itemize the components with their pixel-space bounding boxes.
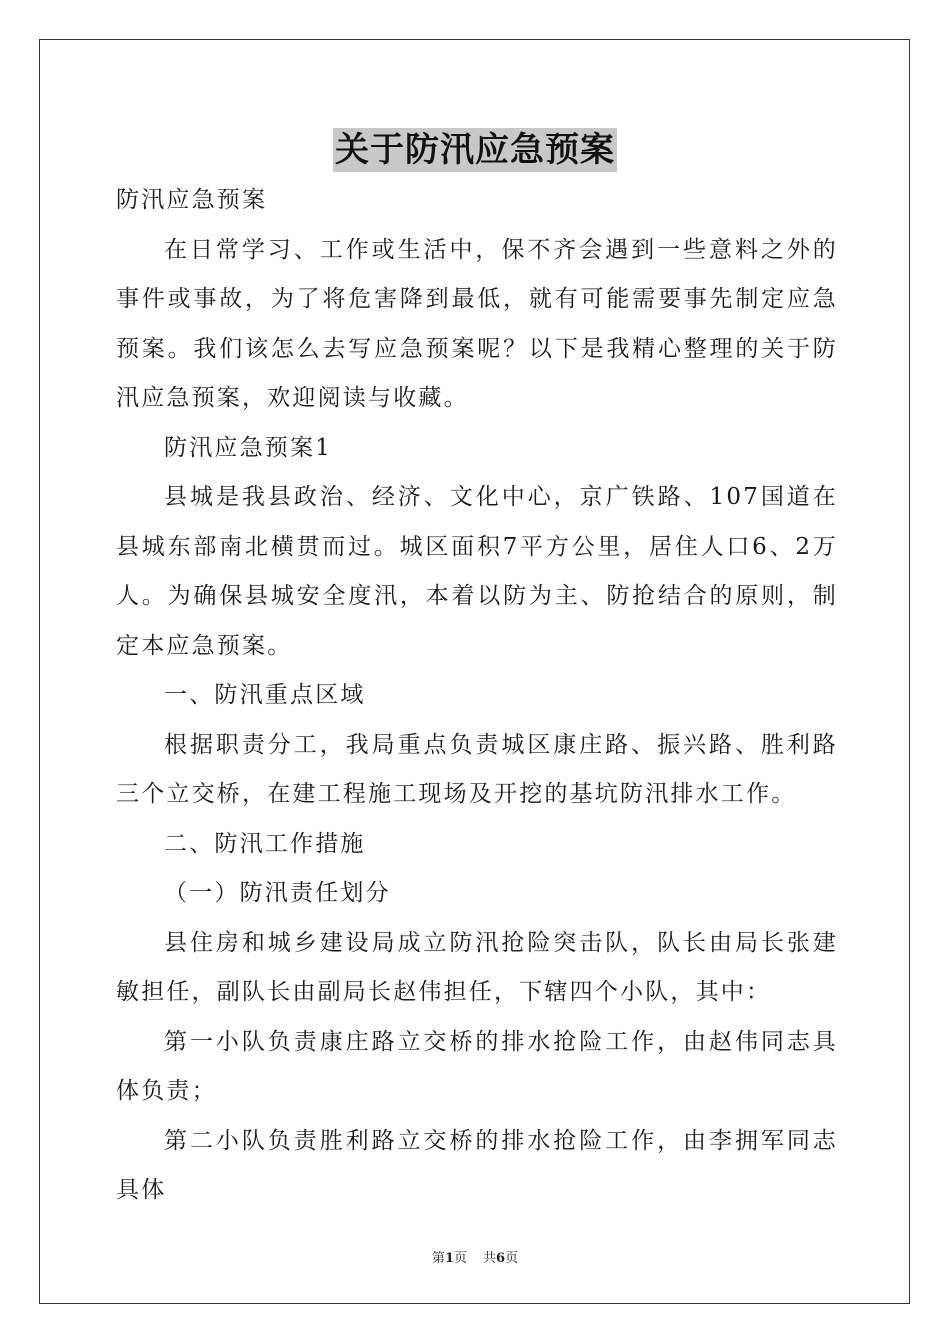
document-body	[116, 176, 838, 1216]
paragraph-key-areas: 根据职责分工，我局重点负责城区康庄路、振兴路、胜利路三个立交桥，在建工程施工现场及开挖的基坑防汛排水工作。	[116, 731, 838, 807]
total-page-number: 6	[496, 1251, 506, 1266]
title-container	[0, 128, 950, 172]
paragraph-squad-1: 第一小队负责康庄路立交桥的排水抢险工作，由赵伟同志具体负责；	[116, 1028, 838, 1104]
subsection-heading-responsibility: （一）防汛责任划分	[164, 880, 391, 906]
current-page-number: 1	[444, 1251, 454, 1266]
page-prefix: 第	[431, 1251, 445, 1266]
total-prefix: 共	[483, 1251, 497, 1266]
document-subtitle: 防汛应急预案	[116, 187, 268, 213]
section-heading-key-areas: 一、防汛重点区域	[164, 682, 366, 708]
paragraph-squad-2: 第二小队负责胜利路立交桥的排水抢险工作，由李拥军同志具体	[116, 1127, 838, 1203]
document-title: 关于防汛应急预案	[335, 130, 615, 170]
page-label: 页	[453, 1251, 467, 1266]
paragraph-intro: 在日常学习、工作或生活中，保不齐会遇到一些意料之外的事件或事故，为了将危害降到最低，就有可能需要事先制定应急预案。我们该怎么去写应急预案呢？以下是我精心整理的关于防汛应急预案，欢迎阅读与收藏。	[116, 236, 838, 411]
paragraph-county-overview: 县城是我县政治、经济、文化中心，京广铁路、107国道在县城东部南北横贯而过。城区面积7平方公里，居住人口6、2万人。为确保县城安全度汛，本着以防为主、防抢结合的原则，制定本应急预案。	[116, 484, 838, 659]
page-footer	[0, 1247, 950, 1266]
paragraph-team: 县住房和城乡建设局成立防汛抢险突击队，队长由局长张建敏担任，副队长由副局长赵伟担任，下辖四个小队，其中：	[116, 929, 838, 1005]
section-heading-measures: 二、防汛工作措施	[164, 830, 366, 857]
section-heading-plan-1: 防汛应急预案1	[164, 434, 333, 461]
total-label: 页	[505, 1251, 519, 1266]
